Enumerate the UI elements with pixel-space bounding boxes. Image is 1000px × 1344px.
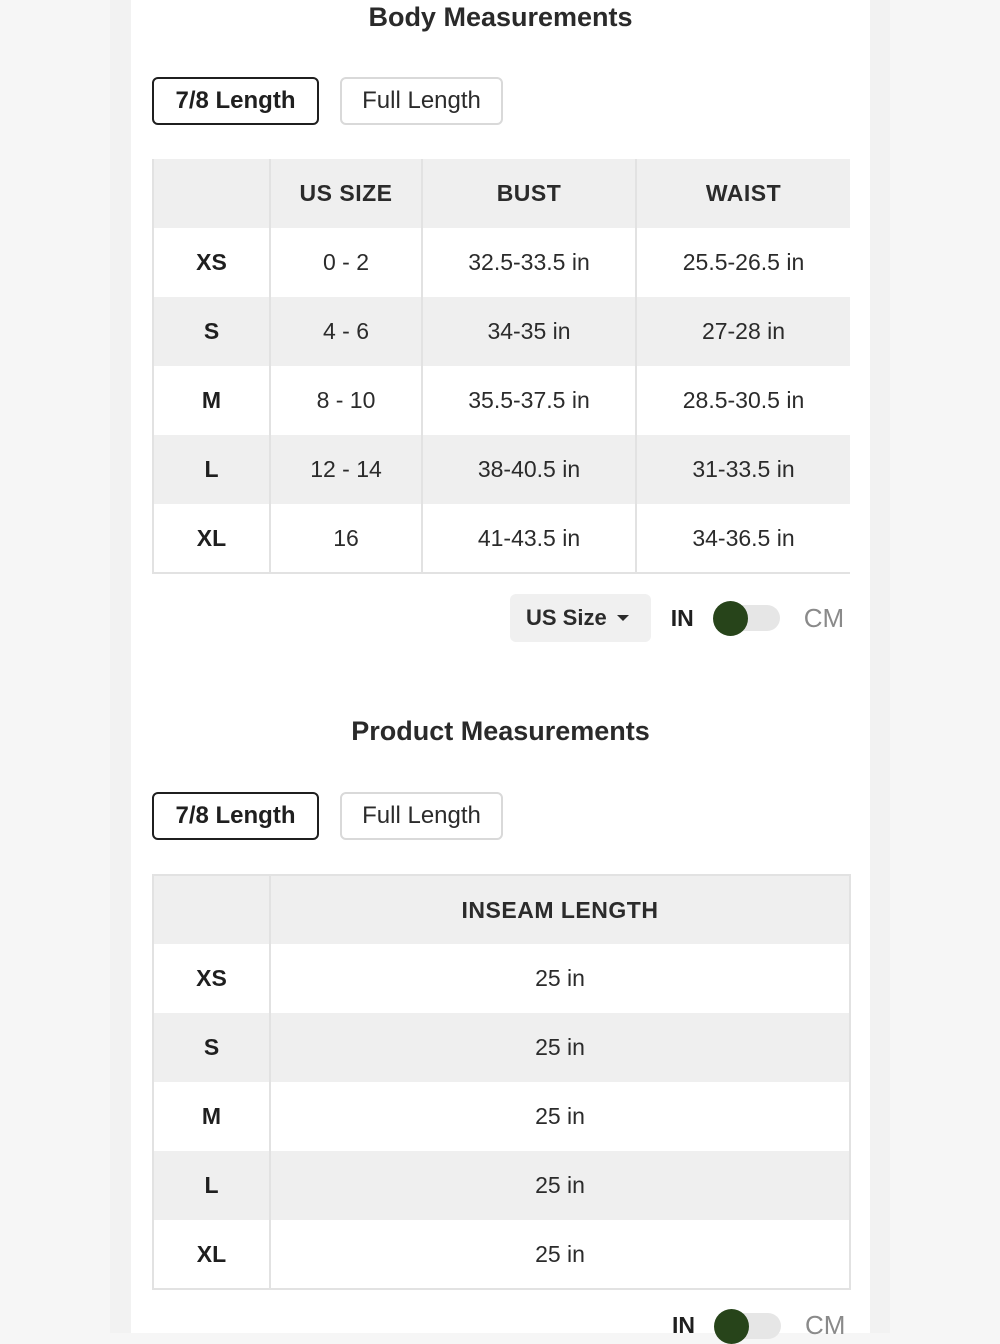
size-label: M: [153, 1082, 270, 1151]
inseam-value: 25 in: [270, 1013, 850, 1082]
column-header-us-size: US SIZE: [270, 159, 422, 228]
us-size-value: 12 - 14: [270, 435, 422, 504]
waist-value: 25.5-26.5 in: [636, 228, 850, 297]
bust-value: 32.5-33.5 in: [422, 228, 636, 297]
size-label: XS: [153, 228, 270, 297]
table-row: [153, 1151, 850, 1220]
product-tab-full-length[interactable]: Full Length: [340, 792, 503, 840]
table-row: [153, 366, 850, 435]
bust-value: 41-43.5 in: [422, 504, 636, 573]
column-header-bust: BUST: [422, 159, 636, 228]
size-label: XL: [153, 504, 270, 573]
unit-label-in: IN: [672, 1312, 695, 1338]
us-size-value: 8 - 10: [270, 366, 422, 435]
unit-toggle-switch[interactable]: [715, 1313, 781, 1339]
body-measurements-table: [152, 159, 850, 574]
unit-label-cm: CM: [803, 602, 845, 633]
table-row: [153, 297, 850, 366]
table-header-row: [153, 875, 850, 944]
table-row: [153, 1220, 850, 1289]
waist-value: 28.5-30.5 in: [636, 366, 850, 435]
product-tab-7-8-length[interactable]: 7/8 Length: [152, 792, 319, 840]
body-measurements-title: Body Measurements: [368, 2, 633, 32]
table-row: [153, 435, 850, 504]
table-row: [153, 504, 850, 573]
table-row: [153, 1013, 850, 1082]
column-header-size: [153, 159, 270, 228]
unit-toggle-switch[interactable]: [714, 605, 780, 631]
size-label: S: [153, 1013, 270, 1082]
size-system-select[interactable]: [510, 594, 651, 642]
us-size-value: 4 - 6: [270, 297, 422, 366]
product-measurement-controls: [672, 1310, 845, 1341]
column-header-size: [153, 875, 270, 944]
waist-value: 31-33.5 in: [636, 435, 850, 504]
inseam-value: 25 in: [270, 1082, 850, 1151]
column-header-waist: WAIST: [636, 159, 850, 228]
unit-label-cm: CM: [805, 1310, 846, 1340]
size-label: XS: [153, 944, 270, 1013]
size-guide-panel: [131, 0, 870, 1340]
size-label: M: [153, 366, 270, 435]
toggle-knob: [713, 601, 748, 636]
waist-value: 34-36.5 in: [636, 504, 850, 573]
toggle-knob: [714, 1309, 749, 1344]
body-tab-full-length[interactable]: Full Length: [340, 77, 503, 125]
inseam-value: 25 in: [270, 944, 850, 1013]
table-row: [153, 944, 850, 1013]
size-label: L: [153, 1151, 270, 1220]
us-size-value: 16: [270, 504, 422, 573]
unit-label-in: IN: [670, 604, 694, 631]
body-tab-7-8-length[interactable]: 7/8 Length: [152, 77, 319, 125]
size-label: XL: [153, 1220, 270, 1289]
inseam-value: 25 in: [270, 1220, 850, 1289]
body-measurement-controls: [510, 594, 844, 642]
table-header-row: [153, 159, 850, 228]
us-size-value: 0 - 2: [270, 228, 422, 297]
table-row: [153, 1082, 850, 1151]
product-measurements-table: [152, 874, 851, 1290]
size-system-select-value: US Size: [526, 605, 607, 630]
bust-value: 34-35 in: [422, 297, 636, 366]
table-row: [153, 228, 850, 297]
bust-value: 35.5-37.5 in: [422, 366, 636, 435]
waist-value: 27-28 in: [636, 297, 850, 366]
column-header-inseam-length: INSEAM LENGTH: [270, 875, 850, 944]
caret-down-icon: [617, 615, 629, 621]
bust-value: 38-40.5 in: [422, 435, 636, 504]
product-measurements-title: Product Measurements: [351, 716, 650, 746]
size-label: L: [153, 435, 270, 504]
size-label: S: [153, 297, 270, 366]
inseam-value: 25 in: [270, 1151, 850, 1220]
